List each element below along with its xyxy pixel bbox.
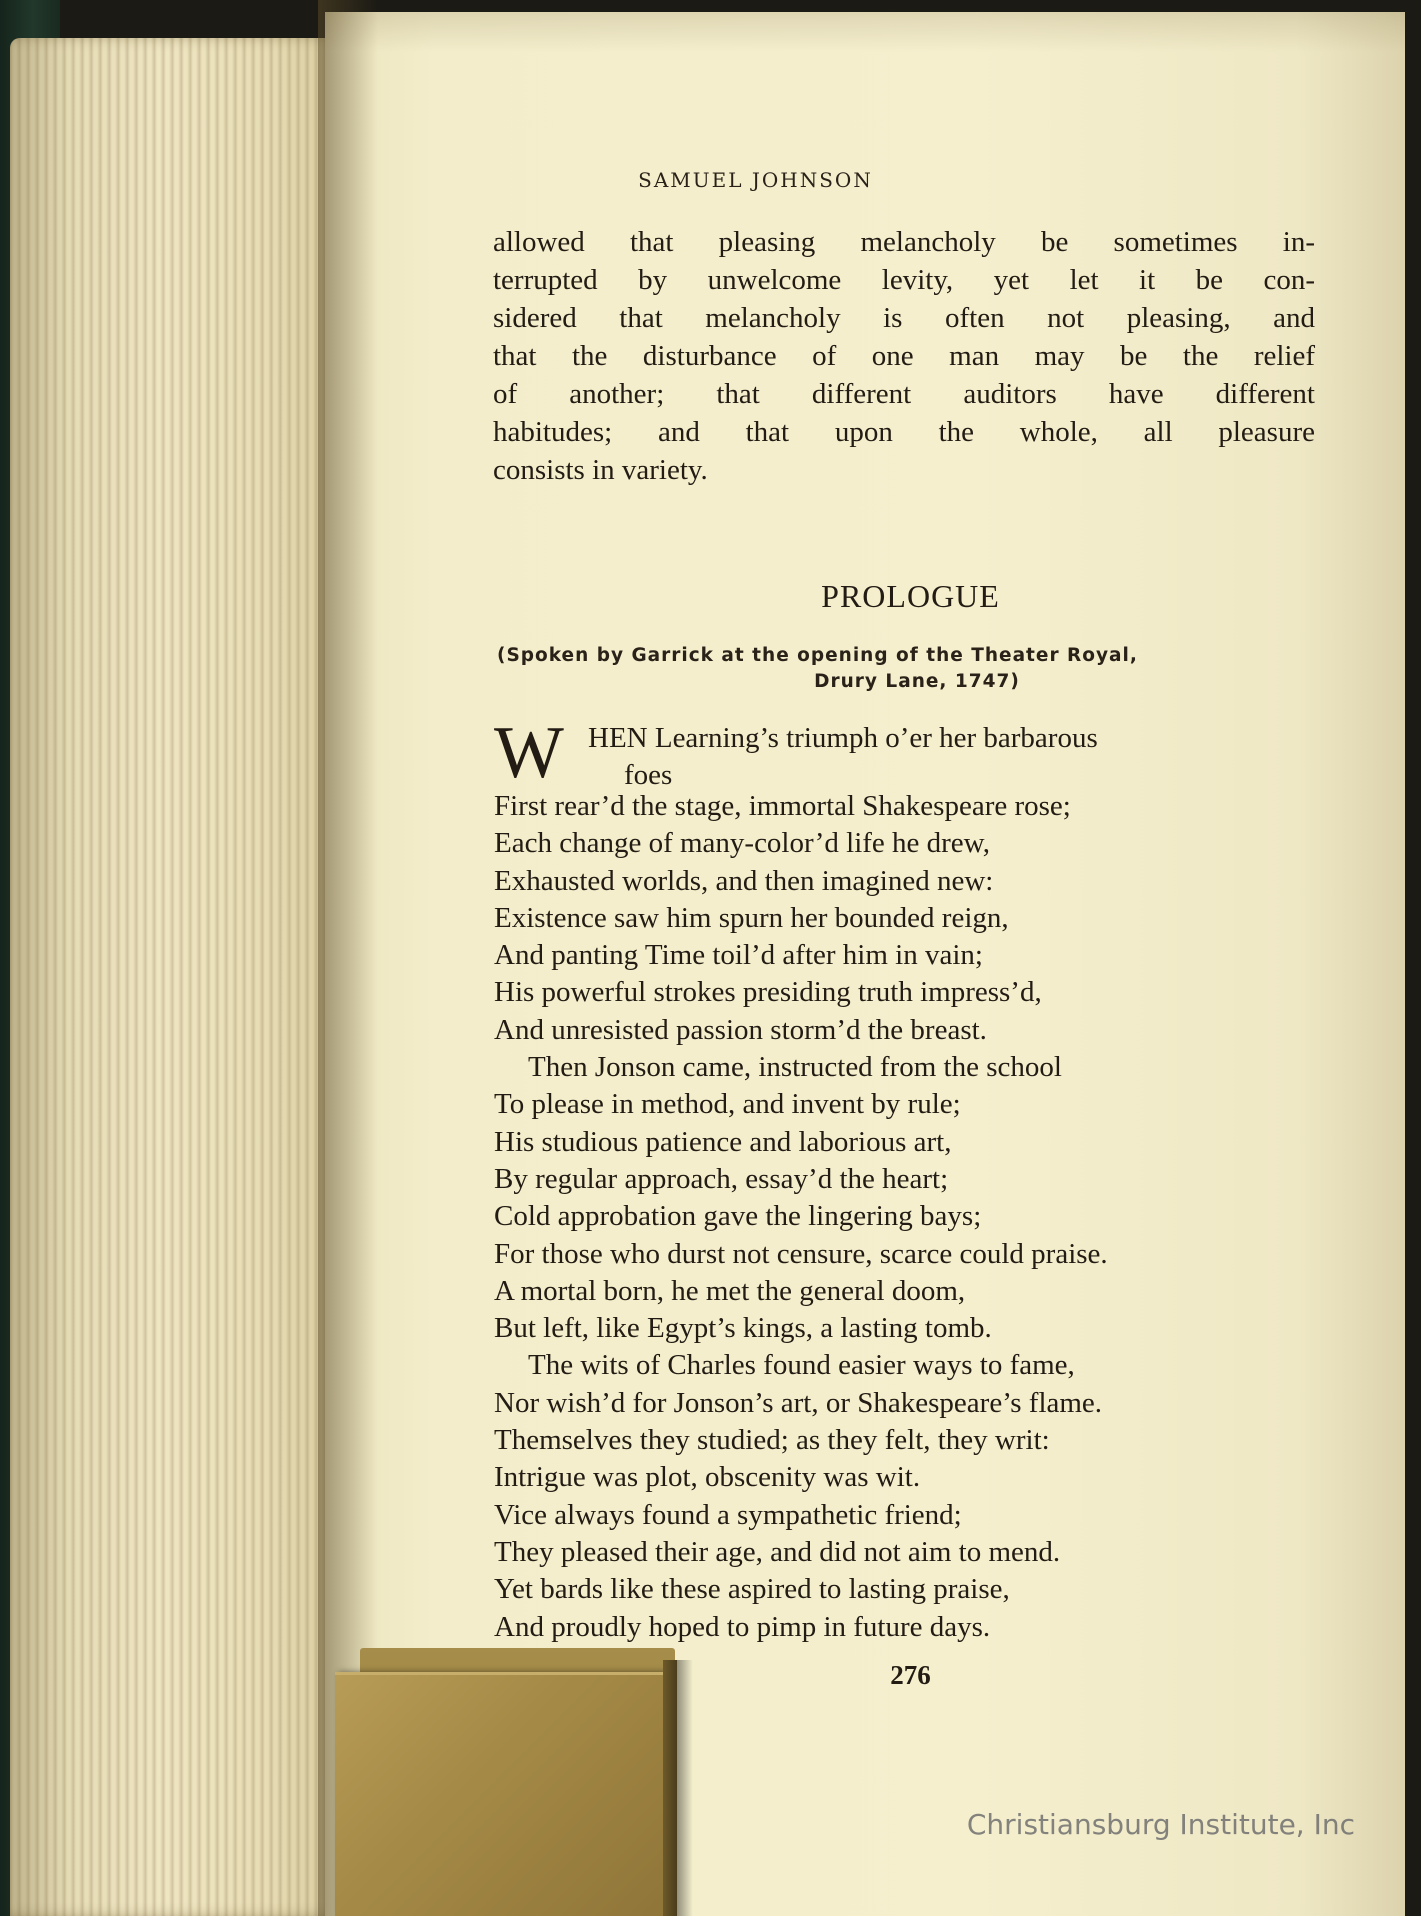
poem-line: His studious patience and laborious art,	[494, 1125, 952, 1158]
prose-line: of another; that different auditors have different	[493, 378, 1315, 410]
poem-line: Nor wish’d for Jonson’s art, or Shakespeare’s flame.	[494, 1386, 1103, 1419]
poem-line: First rear’d the stage, immortal Shakespeare rose;	[494, 790, 1071, 822]
poem-first-line	[494, 712, 1334, 794]
poem-line: Existence saw him spurn her bounded reign,	[494, 901, 1009, 934]
poem	[494, 712, 1334, 1646]
prose-line: habitudes; and that upon the whole, all pleasure	[493, 416, 1315, 448]
prose-line: that the disturbance of one man may be the relief	[493, 340, 1315, 372]
poem-line-continuation: foes	[624, 759, 673, 791]
section-subtitle	[497, 643, 1317, 695]
subtitle-line: Drury Lane, 1747)	[814, 671, 1020, 692]
prose-line: terrupted by unwelcome levity, yet let it be con-	[493, 264, 1315, 296]
prose-line: allowed that pleasing melancholy be sometimes in-	[493, 226, 1315, 258]
poem-line: His powerful strokes presiding truth impress’d,	[494, 976, 1042, 1009]
poem-line: Intrigue was plot, obscenity was wit.	[494, 1461, 921, 1494]
poem-line: By regular approach, essay’d the heart;	[494, 1162, 949, 1195]
poem-line: Yet bards like these aspired to lasting praise,	[494, 1573, 1010, 1606]
poem-line: Each change of many-color’d life he drew,	[494, 827, 990, 860]
poem-line: To please in method, and invent by rule;	[494, 1088, 961, 1121]
poem-line: Exhausted worlds, and then imagined new:	[494, 864, 994, 897]
poem-line: Cold approbation gave the lingering bays;	[494, 1200, 982, 1233]
poem-line: A mortal born, he met the general doom,	[494, 1274, 966, 1307]
bookend-side	[663, 1660, 677, 1916]
poem-line: They pleased their age, and did not aim to mend.	[494, 1535, 1061, 1568]
gold-bookend	[335, 1672, 663, 1916]
poem-line: Vice always found a sympathetic friend;	[494, 1498, 962, 1531]
poem-line: But left, like Egypt’s kings, a lasting tomb.	[494, 1312, 992, 1345]
poem-line: Themselves they studied; as they felt, they writ:	[494, 1424, 1050, 1457]
drop-cap: W	[494, 712, 564, 794]
poem-line: For those who durst not censure, scarce could praise.	[494, 1237, 1108, 1270]
bookend-shadow	[677, 1660, 693, 1916]
prose-line: consists in variety.	[493, 454, 708, 486]
poem-line: And proudly hoped to pimp in future days.	[494, 1610, 991, 1643]
book-gutter-shadow	[318, 0, 378, 1916]
poem-line: And panting Time toil’d after him in vain;	[494, 939, 983, 972]
poem-line: And unresisted passion storm’d the breast.	[494, 1013, 987, 1046]
running-head: SAMUEL JOHNSON	[638, 168, 873, 192]
poem-line: The wits of Charles found easier ways to fame,	[528, 1349, 1075, 1382]
subtitle-line: (Spoken by Garrick at the opening of the Theater Royal,	[497, 645, 1138, 666]
watermark: Christiansburg Institute, Inc	[966, 1808, 1355, 1841]
prose-paragraph	[493, 223, 1315, 489]
page-number: 276	[890, 1660, 931, 1690]
poem-line: HEN Learning’s triumph o’er her barbarous	[588, 722, 1098, 754]
prose-line: sidered that melancholy is often not pleasing, and	[493, 302, 1315, 334]
book-page-edges	[10, 38, 350, 1916]
poem-line: Then Jonson came, instructed from the school	[528, 1051, 1062, 1084]
section-title: PROLOGUE	[821, 578, 1000, 614]
